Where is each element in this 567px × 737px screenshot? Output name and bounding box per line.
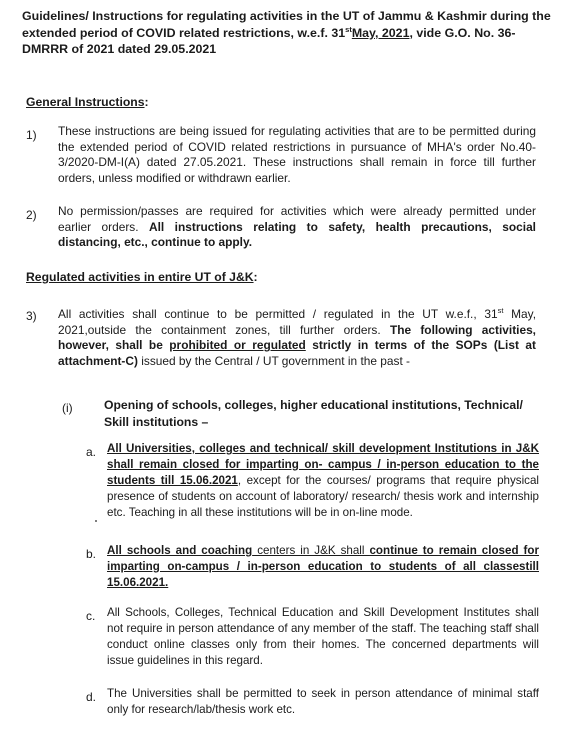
item-1-number: 1) (26, 128, 37, 142)
subsection-i-number: (i) (62, 401, 73, 415)
item-d-text: The Universities shall be permitted to seek in person attendance of minimal staff only for research/lab/thesis work etc. (107, 687, 539, 716)
regulated-heading-colon: : (253, 270, 258, 284)
item-3-number: 3) (26, 309, 37, 323)
title-superscript: st (345, 24, 352, 34)
item-2-number: 2) (26, 208, 37, 222)
item-a-rest: , except for the courses/ programs that require physical presence of students on account of laboratory/ research/ thesis work and internship etc. Teaching in all these institutions will be in on-line mode. (107, 473, 539, 519)
title-order-ref: , vide G.O. No. 36- DMRRR of 2021 dated 29.05.2021 (22, 25, 516, 57)
item-a-letter: a. (86, 445, 97, 459)
item-d-letter: d. (86, 690, 97, 704)
item-3-bold-1: The following activities, however, shall be (58, 322, 536, 353)
item-c-letter: c. (86, 609, 96, 623)
title-date: May, 2021 (351, 25, 410, 40)
general-heading-colon: : (144, 95, 149, 109)
item-3-plain-3: issued by the Central / UT government in the past - (137, 354, 411, 369)
item-3-plain-2: May, 2021,outside the containment zones, till further orders. (58, 307, 537, 337)
general-heading-text: General Instructions (26, 95, 145, 109)
regulated-heading-text: Regulated activities in entire UT of J&K (26, 270, 254, 284)
item-1-text: These instructions are being issued for regulating activities that are to be permitted during the extended period of COVID related restrictions in pursuance of MHA's order No.40-3/2020-DM-I(A) dated 27.05.2021. These instructions shall remain in force till further orders, unless modified or withdrawn earlier. (58, 124, 536, 186)
item-3-plain-1: All activities shall continue to be permitted / regulated in the UT w.e.f., 31 (58, 307, 498, 321)
item-3-text (58, 307, 536, 370)
item-3-bold-2: strictly in terms of the SOPs (List at attachment-C) (58, 338, 536, 369)
item-2-plain: No permission/passes are required for activities which were already permitted under earlier orders. (58, 204, 536, 234)
scan-speck (95, 520, 97, 522)
subsection-i-title: Opening of schools, colleges, higher educational institutions, Technical/ Skill institutions – (104, 398, 523, 429)
item-b-letter: b. (86, 547, 97, 561)
item-b-underlined: centers in J&K shall (252, 544, 370, 557)
regulated-activities-heading (26, 270, 258, 285)
item-b-text (107, 543, 539, 591)
item-3-bold-underlined: prohibited or regulated (169, 338, 306, 353)
item-a-text (107, 441, 539, 521)
document-title (22, 8, 552, 58)
item-b-bold-underlined-2: continue to remain closed for imparting on-campus / in-person education to students of all classestill 15.06.2021. (107, 544, 540, 589)
general-instructions-heading (26, 95, 149, 110)
item-c-text: All Schools, Colleges, Technical Education and Skill Development Institutes shall not require in person attendance of any member of the staff. The teaching staff shall conduct online classes only from their homes. The concerned departments will issue guidelines in this regard. (107, 606, 539, 667)
item-b-bold-underlined-1: All schools and coaching (107, 544, 253, 557)
item-a-bold-underlined: All Universities, colleges and technical/ skill development Institutions in J&K shall remain closed for imparting on- campus / in-person education to the students till 15.06.2021 (107, 442, 539, 487)
item-2-bold: All instructions relating to safety, health precautions, social distancing, etc., continue to apply. (58, 219, 536, 250)
title-text: Guidelines/ Instructions for regulating activities in the UT of Jammu & Kashmir during the extended period of COVID related restrictions, w.e.f. 31 (22, 9, 551, 40)
item-2-text (58, 204, 536, 251)
item-3-superscript: st (497, 306, 504, 316)
